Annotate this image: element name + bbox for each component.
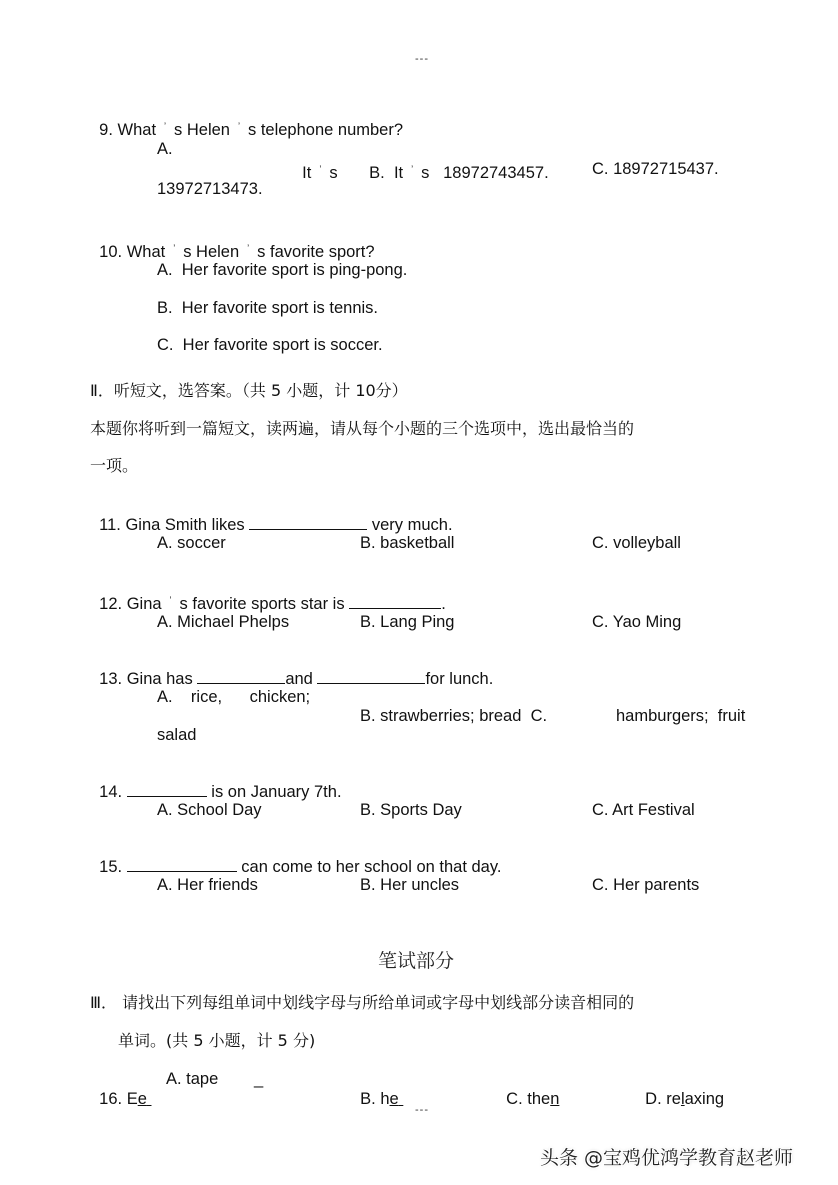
q9-b-number: 18972743457.	[443, 164, 549, 182]
q10-option-c: C. Her favorite sport is soccer.	[157, 336, 383, 354]
q16-number: 16. E	[99, 1090, 138, 1108]
written-section-title: 笔试部分	[378, 950, 455, 972]
q16-option-c	[497, 1069, 559, 1109]
q16-b-text: B. h	[360, 1090, 390, 1108]
q13-option-a: A. rice, chicken;	[157, 688, 311, 706]
apostrophe: ’	[173, 243, 176, 253]
question-12-stem	[90, 570, 446, 614]
q11-text: 11. Gina Smith likes	[99, 516, 250, 534]
q12-text: 12. Gina	[99, 595, 162, 613]
q12-option-c: C. Yao Ming	[592, 613, 682, 631]
q16-underlined-letter: e	[137, 1090, 147, 1108]
q16-d-underlined: l	[680, 1090, 685, 1108]
apostrophe: ’	[247, 243, 250, 253]
q14-text: is on January 7th.	[206, 783, 342, 801]
q15-text: 15.	[99, 858, 127, 876]
question-13-stem	[90, 649, 493, 689]
q10-option-a: A. Her favorite sport is ping-pong.	[157, 261, 408, 279]
watermark: 头条 @宝鸡优鸿学教育赵老师	[540, 1147, 794, 1169]
q12-text: s favorite sports star is	[179, 595, 350, 613]
q9-option-a-its	[293, 139, 338, 183]
q14-option-c: C. Art Festival	[592, 801, 695, 819]
q9-option-a-number: 13972713473.	[157, 180, 263, 198]
question-9-stem	[90, 96, 403, 140]
q16-option-a: A. tape	[166, 1070, 219, 1088]
underline-gap	[399, 1090, 404, 1108]
q9-a-it: It	[302, 164, 312, 182]
section-2-heading: Ⅱ．听短文，选答案。（共 5 小题，计 10分）	[90, 381, 408, 400]
q13-option-a-wrap: salad	[157, 726, 197, 744]
apostrophe: ’	[169, 595, 172, 605]
apostrophe: ’	[237, 121, 240, 131]
q15-option-a: A. Her friends	[157, 876, 258, 894]
apostrophe: ’	[164, 121, 167, 131]
section-2-instruction: 本题你将听到一篇短文，读两遍，请从每个小题的三个选项中，选出最恰当的	[90, 419, 635, 438]
q10-option-b: B. Her favorite sport is tennis.	[157, 299, 379, 317]
answer-blank	[197, 669, 285, 684]
q16-option-d	[636, 1069, 724, 1109]
q10-stem-part: 10. What	[99, 243, 166, 261]
q14-option-b: B. Sports Day	[360, 801, 462, 819]
q14-text: 14.	[99, 783, 127, 801]
q11-option-a: A. soccer	[157, 534, 226, 552]
q9-stem-part: 9. What	[99, 121, 157, 139]
apostrophe: ’	[411, 164, 414, 174]
q10-stem-part: s Helen	[183, 243, 240, 261]
q13-option-c: hamburgers; fruit	[616, 707, 746, 725]
answer-blank	[249, 515, 367, 530]
q16-b-underlined: e	[389, 1090, 399, 1108]
q9-b-s: s	[421, 164, 430, 182]
q12-text: .	[441, 595, 446, 613]
q16-d-text: axing	[684, 1090, 725, 1108]
q9-a-s: s	[329, 164, 338, 182]
q15-text: can come to her school on that day.	[236, 858, 502, 876]
section-3-heading-cont: 单词。(共 5 小题，计 5 分)	[118, 1031, 316, 1050]
q13-text: and	[285, 670, 318, 688]
section-3-heading: Ⅲ． 请找出下列每组单词中划线字母与所给单词或字母中划线部分读音相同的	[90, 993, 635, 1012]
answer-blank	[317, 669, 425, 684]
q9-b-label: B.	[369, 164, 385, 182]
question-16-given	[90, 1069, 151, 1109]
q9-option-b	[360, 139, 549, 183]
q9-stem-part: s Helen	[174, 121, 230, 139]
q11-text: very much.	[367, 516, 453, 534]
q9-stem-part: s telephone number?	[247, 121, 404, 139]
page-top-marker: ---	[415, 53, 429, 65]
page-bottom-marker: ---	[415, 1104, 429, 1116]
apostrophe: ’	[319, 164, 322, 174]
q12-option-a: A. Michael Phelps	[157, 613, 290, 631]
q9-option-c: C. 18972715437.	[592, 160, 719, 178]
q11-option-c: C. volleyball	[592, 534, 681, 552]
q16-c-underlined: n	[550, 1090, 560, 1108]
q9-b-it: It	[393, 164, 404, 182]
answer-blank	[127, 857, 237, 872]
question-11-stem	[90, 495, 453, 535]
q13-option-b: B. strawberries; bread C.	[360, 707, 548, 725]
q9-option-a-label: A.	[157, 140, 173, 158]
question-14-stem	[90, 762, 342, 802]
section-2-instruction-cont: 一项。	[90, 456, 139, 475]
answer-blank	[349, 594, 441, 609]
q14-option-a: A. School Day	[157, 801, 262, 819]
q16-option-a-blank: _	[254, 1070, 264, 1088]
underline-gap	[147, 1090, 152, 1108]
q16-option-b	[351, 1069, 403, 1109]
question-10-stem	[90, 218, 375, 262]
question-15-stem	[90, 837, 501, 877]
q13-text: for lunch.	[425, 670, 494, 688]
q12-option-b: B. Lang Ping	[360, 613, 455, 631]
q15-option-c: C. Her parents	[592, 876, 700, 894]
answer-blank	[127, 782, 207, 797]
q11-option-b: B. basketball	[360, 534, 455, 552]
q15-option-b: B. Her uncles	[360, 876, 460, 894]
q13-text: 13. Gina has	[99, 670, 198, 688]
q10-stem-part: s favorite sport?	[257, 243, 375, 261]
q16-c-text: C. the	[506, 1090, 551, 1108]
q16-d-text: D. re	[645, 1090, 681, 1108]
